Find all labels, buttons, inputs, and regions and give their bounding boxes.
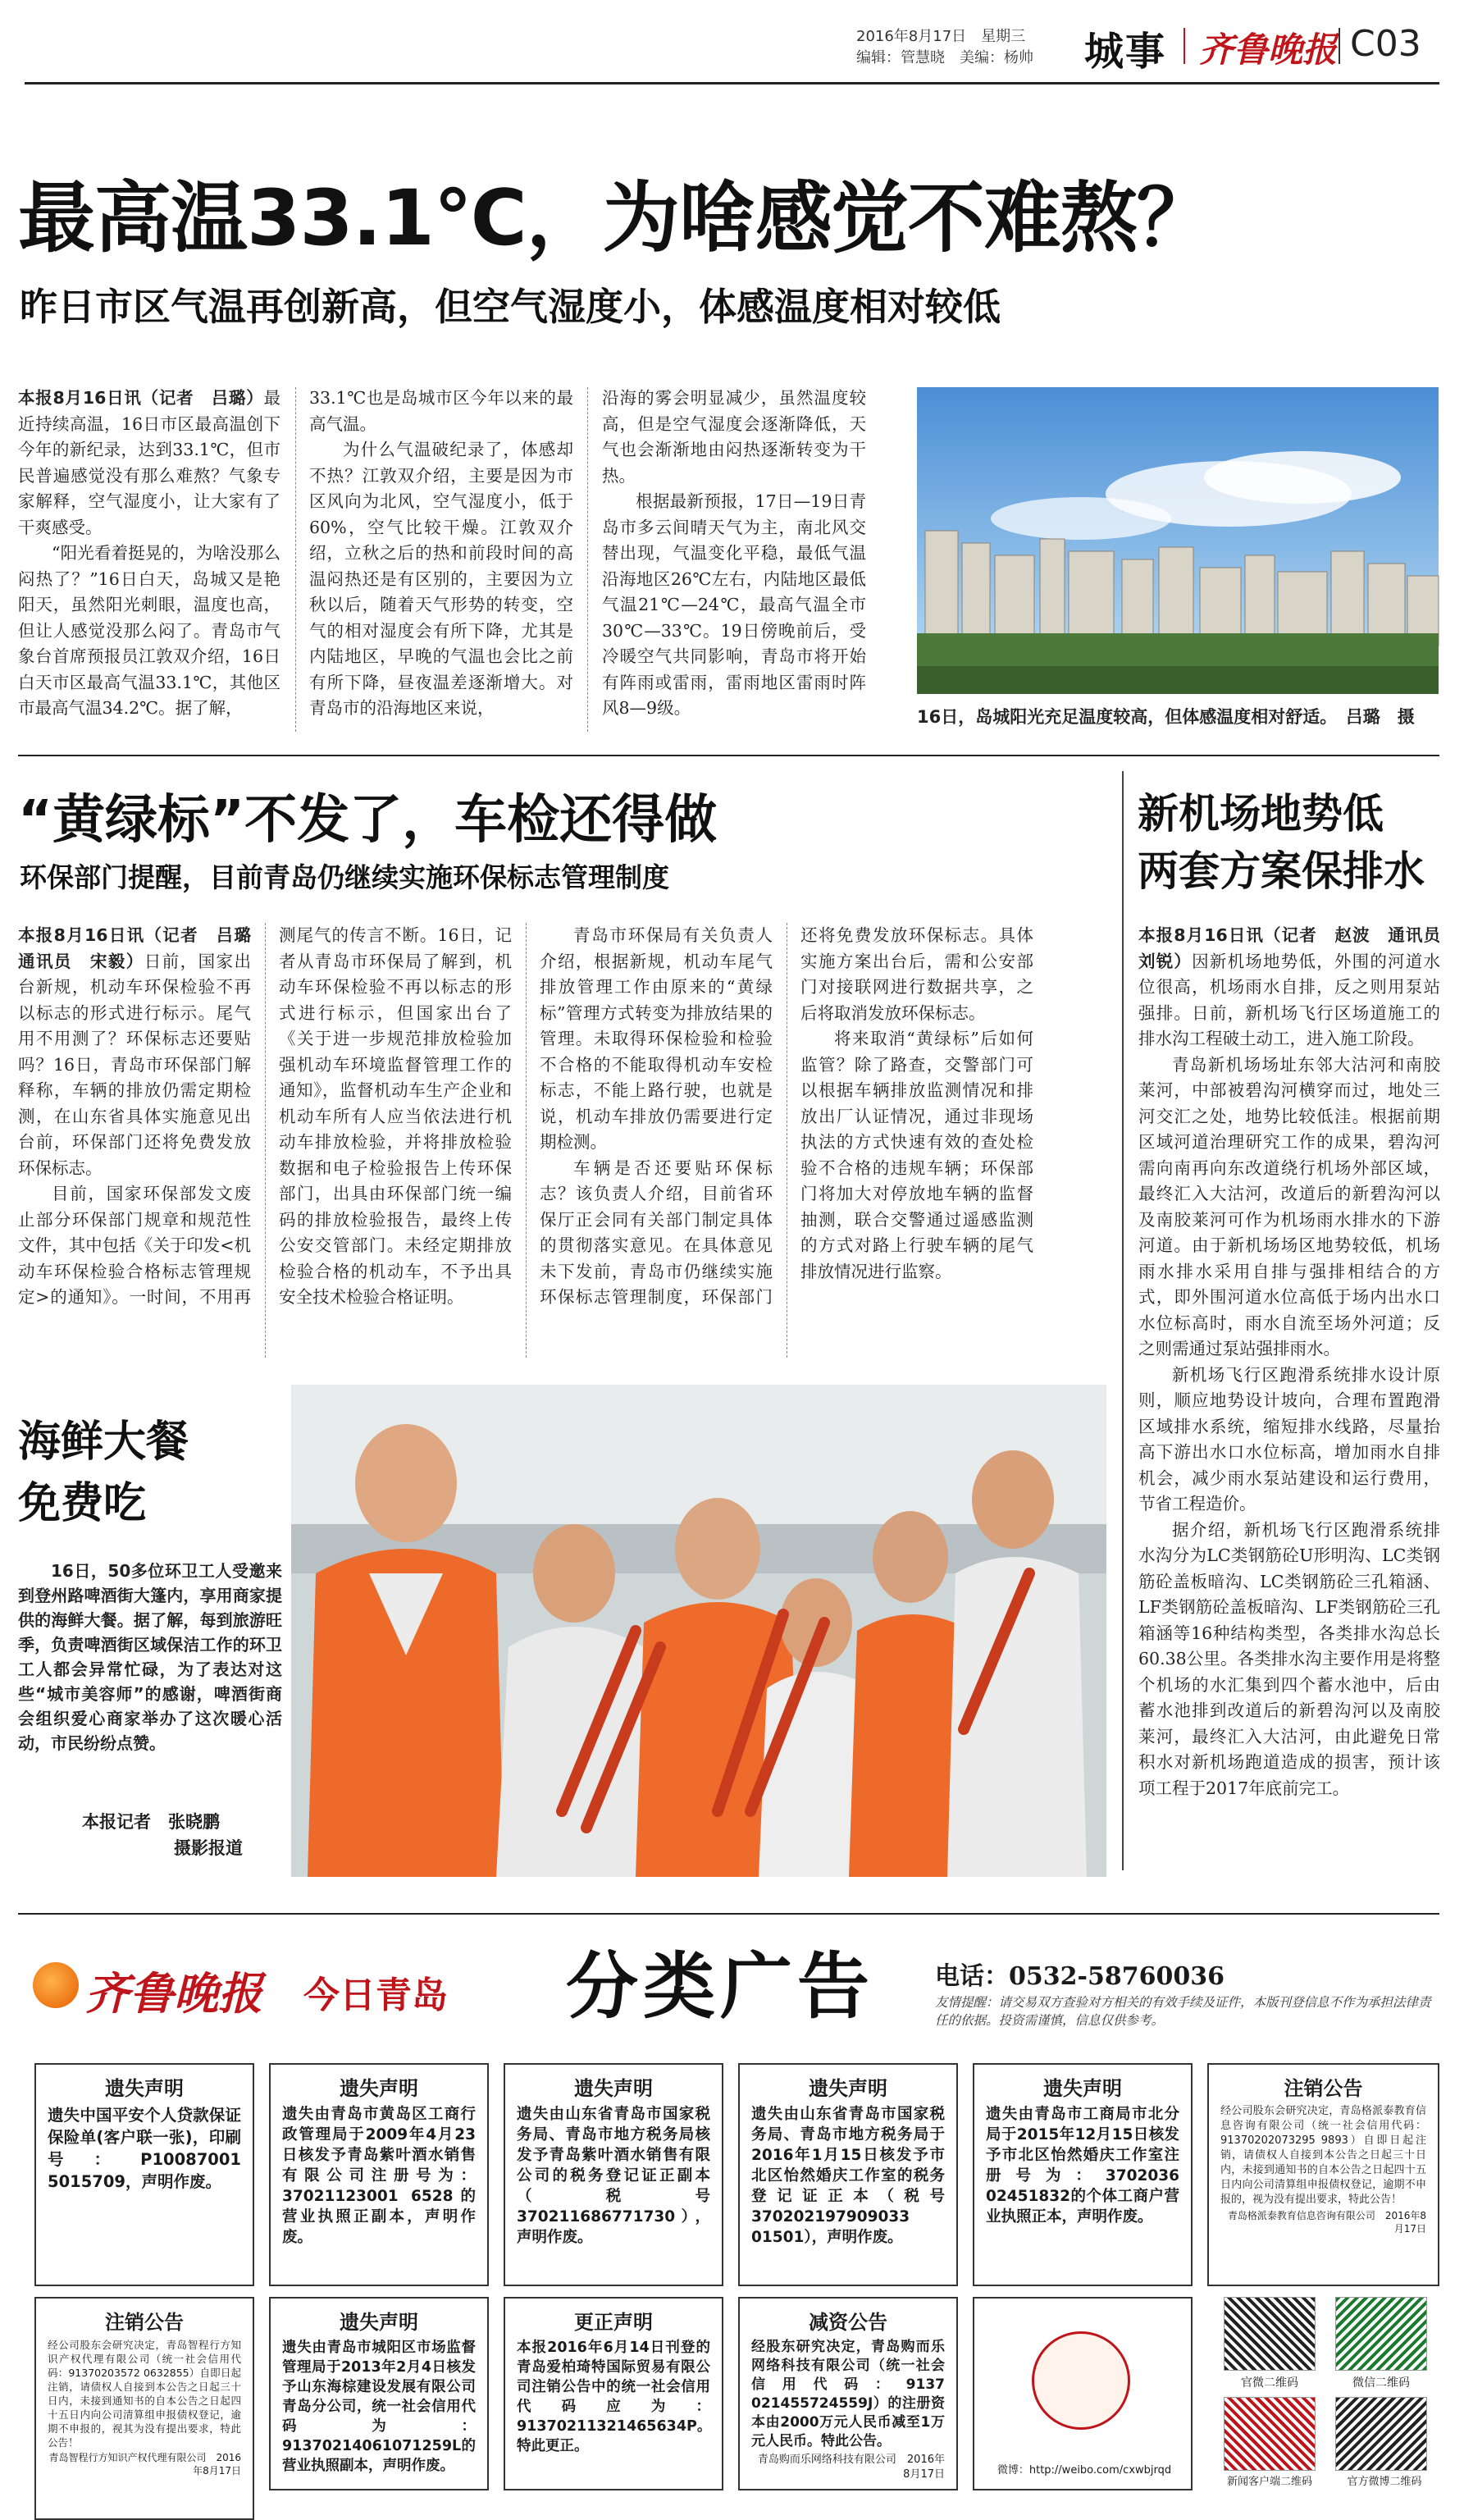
article2-dateline: 本报8月16日讯（记者 吕璐 通讯员 宋毅） — [18, 925, 268, 971]
ad-text: 经股东研究决定，青岛购而乐网络科技有限公司（统一社会信用代码：9137 021455724559J）的注册资本由2000万元人民币减至1万元人民币。特此公告。 — [751, 2339, 945, 2449]
classified-logo-icon — [33, 1962, 79, 2008]
headline-3-line2: 两套方案保排水 — [1138, 847, 1425, 895]
article1-p2: “阳光看着挺晃的，为啥没那么闷热了？”16日白天，岛城又是艳阳天，虽然阳光刺眼，温度也高，但让人感觉没那么闷了。青岛市气象台首席预报员江敦双介绍，16日白天市区最高气温33.1℃，其他区市最高气温34.2℃。据了解， — [18, 543, 280, 718]
article4-body — [18, 1559, 282, 1805]
page-number: C03 — [1350, 23, 1421, 65]
article1-p6: 根据最新预报，17日—19日青岛市多云间晴天气为主，南北风交替出现，气温变化平稳，最低气温沿海地区26℃左右，内陆地区最低气温21℃—24℃，最高气温全市30℃—33℃。19日傍晚前后，受冷暖空气共同影响，青岛市将开始有阵雨或雷雨，雷雨地区雷雨时阵风8—9级。 — [602, 491, 866, 718]
ad-title: 注销公告 — [1284, 2077, 1363, 2100]
headline-4-line1: 海鲜大餐 — [18, 1418, 189, 1467]
qr-code-weibo — [1335, 2397, 1427, 2471]
ad-box — [504, 2297, 723, 2490]
ad-text: 遗失中国平安个人贷款保证保险单(客户联一张)，印刷号：P10087001 5015709，声明作废。 — [48, 2106, 241, 2191]
article1-col3 — [602, 386, 866, 730]
header-editors: 编辑：管慧晓 美编：杨帅 — [856, 49, 1033, 66]
article2-p2: 目前，国家环保部发文废止部分环保部门规章和规范性文件，其中包括《关于印发<机动车环保检验合格标志管理规定>的通知》。一时间，不用再测尾气的传言不断。16日，记者从青岛市环保局了解到，机动车环保检验不再以标志的形式进行标示，但国家出台了《关于进一步规范排放检验加强机动车环境监督管理工作的通知》，监督机动车生产企业和机动车所有人应当依法进行机动车排放检验，并将排放检验数据和电子检验报告上传环保部门，出具由环保部门统一编码的排放检验报告，最终上传公安交管部门。未经定期排放检验合格的机动车，不予出具安全技术检验合格证明。 — [18, 925, 512, 1307]
qr-code-official — [1224, 2297, 1316, 2371]
ad-box — [973, 2063, 1193, 2286]
ad-title: 遗失声明 — [340, 2311, 418, 2334]
ad-box — [738, 2063, 958, 2286]
qr-label: 微信二维码 — [1352, 2376, 1410, 2390]
article4-byline-2: 摄影报道 — [174, 1838, 243, 1858]
headline-2: “黄绿标”不发了，车检还得做 — [18, 790, 718, 851]
qr-label: 新闻客户端二维码 — [1226, 2476, 1312, 2488]
ad-title: 遗失声明 — [809, 2077, 887, 2100]
ad-box — [1207, 2063, 1439, 2286]
ad-title: 减资公告 — [809, 2311, 887, 2334]
article2-p1: 日前，国家出台新规，机动车环保检验不再以标志的形式进行标示。尾气用不用测了？环保标志还要贴吗？16日，青岛市环保部门解释称，车辆的排放仍需定期检测，在山东省具体实施意见出台前，环保部门还将免费发放环保标志。 — [18, 951, 252, 1178]
ad-box — [738, 2297, 958, 2490]
ad-text: 遗失由青岛市工商局市北分局于2015年12月15日核发予市北区怡然婚庆工作室注册号为：3702036 02451832的个体工商户营业执照正本，声明作废。 — [986, 2106, 1179, 2226]
ad-title: 遗失声明 — [574, 2077, 653, 2100]
article1-p1: 最近持续高温，16日市区最高温创下今年的新纪录，达到33.1℃，但市民普遍感觉没有那么难熬？气象专家解释，空气湿度小，让大家有了干爽感受。 — [18, 388, 280, 537]
ad-text: 本报2016年6月14日刊登的青岛爱柏琦特国际贸易有限公司注销公告中的统一社会信用代码应为：91370211321465634P。特此更正。 — [517, 2340, 712, 2454]
section-rule-1 — [18, 755, 1439, 756]
ad-box — [34, 2297, 254, 2520]
article3-p4: 据介绍，新机场飞行区跑滑系统排水沟分为LC类钢筋砼U形明沟、LC类钢筋砼盖板暗沟、LC类钢筋砼三孔箱涵、LF类钢筋砼盖板暗沟、LF类钢筋砼三孔箱涵等16种结构类型，各类排水沟总长60.38公里。各类排水沟主要作用是将整个机场的水汇集到四个蓄水池中，后由蓄水池排到改道后的新碧沟河以及南胶莱河，最终汇入大沽河，由此避免日常积水对新机场跑道造成的损害，预计该项工程于2017年底前完工。 — [1138, 1519, 1440, 1798]
article1-p4: 为什么气温破纪录了，体感却不热？江敦双介绍，主要是因为市区风向为北风，空气湿度小，低于60%，空气比较干燥。江敦双介绍，立秋之后的热和前段时间的高温闷热还是有区别的，主要因为立秋以后，随着天气形势的转变，空气的相对湿度会有所下降，尤其是内陆地区，早晚的气温也会比之前有所下降，昼夜温差逐渐增大。对青岛市的沿海地区来说， — [309, 440, 573, 718]
classified-paper-logo: 齐鲁晚报 — [85, 1967, 262, 2020]
article3-p2: 青岛新机场场址东邻大沽河和南胶莱河，中部被碧沟河横穿而过，地处三河交汇之处，地势比较低洼。根据前期区域河道治理研究工作的成果，碧沟河需向南再向东改道绕行机场外部区域，最终汇入大沽河，改道后的新碧沟河以及南胶莱河可作为机场雨水排水的下游河道。由于新机场场区地势较低，机场雨水排水采用自排与强排相结合的方式，即外围河道水位高低于场内出水口水位标高时，雨水自流至场外河道；反之则需通过泵站强排雨水。 — [1138, 1054, 1440, 1358]
classified-top-rule — [18, 1913, 1439, 1915]
ad-text: 遗失由青岛市黄岛区工商行政管理局于2009年4月23日核发予青岛紫叶酒水销售有限公司注册号为：37021123001 6528的营业执照正副本，声明作废。 — [282, 2106, 476, 2246]
header-divider-2 — [1339, 28, 1340, 64]
article2-p4: 车辆是否还要贴环保标志？该负责人介绍，目前省环保厅正会同有关部门制定具体的贯彻落实意见。在具体意见未下发前，青岛市仍继续实施环保标志管理制度，环保部门还将免费发放环保标志。具体实施方案出台后，需和公安部门对接联网进行数据共享，之后将取消发放环保标志。 — [540, 925, 1033, 1307]
subhead-2: 环保部门提醒，目前青岛仍继续实施环保标志管理制度 — [20, 861, 669, 893]
vertical-rule — [1122, 771, 1124, 1870]
ad-text: 遗失由山东省青岛市国家税务局、青岛市地方税务局核发予青岛紫叶酒水销售有限公司的税务登记证正副本（税号370211686771730），声明作废。 — [517, 2106, 710, 2246]
article1-p3: 33.1℃也是岛城市区今年以来的最高气温。 — [309, 388, 573, 434]
section-label: 城事 — [1084, 29, 1167, 75]
article3-dateline: 本报8月16日讯（记者 赵波 通讯员 刘锐） — [1138, 925, 1457, 971]
workers-eating-illustration — [291, 1385, 1106, 1877]
city-skyline-illustration — [917, 387, 1439, 694]
column-divider — [587, 387, 588, 732]
weibo-link[interactable]: 微博：http://weibo.com/cxwbjrqd — [997, 2464, 1172, 2477]
ad-title: 遗失声明 — [340, 2077, 418, 2100]
ad-text: 遗失由山东省青岛市国家税务局、青岛市地方税务局于2016年1月15日核发予市北区怡然婚庆工作室的税务登记证正本（税号370202197909033 01501），声明作废。 — [751, 2106, 945, 2246]
ad-text: 经公司股东会研究决定，青岛智程行方知识产权代理有限公司（统一社会信用代码：91370203572 0632855）自即日起注销，请债权人自接到本公告之日起三十日内，未接到通知书的自本公告之日起四十五日内向公司清算组申报债权登记，逾期不申报的，视其为没有提出要求，特此公告！ — [48, 2339, 241, 2449]
ad-text: 经公司股东会研究决定，青岛格派泰教育信息咨询有限公司（统一社会信用代码：91370202073295 9893）自即日起注销，请债权人自接到本公告之日起三十日内，未接到通知书的自本公告之日起四十五日内向公司清算组申报债权登记，逾期不申报的，视为没有提出要求，特此公告！ — [1220, 2105, 1426, 2206]
article2-p5: 将来取消“黄绿标”后如何监管？除了路查，交警部门可以根据车辆排放监测情况和排放出厂认证情况，通过非现场执法的方式快速有效的查处检验不合格的违规车辆；环保部门将加大对停放地车辆的监督抽测，联合交警通过遥感监测的方式对路上行驶车辆的尾气排放情况进行监察。 — [800, 1029, 1033, 1281]
article1-col1 — [18, 386, 280, 730]
qr-label: 官微二维码 — [1241, 2376, 1298, 2390]
ad-box — [34, 2063, 254, 2286]
qr-code-wechat — [1335, 2297, 1427, 2371]
header-divider — [1184, 28, 1185, 64]
paper-logo: 齐鲁晚报 — [1199, 30, 1338, 70]
article4-p1: 16日，50多位环卫工人受邀来到登州路啤酒街大篷内，享用商家提供的海鲜大餐。据了解，每到旅游旺季，负责啤酒街区域保洁工作的环卫工人都会异常忙碌，为了表达对这些“城市美容师”的感谢，啤酒街商会组织爱心商家举办了这次暖心活动，市民纷纷点赞。 — [18, 1561, 282, 1753]
photo-caption-1: 16日，岛城阳光充足温度较高，但体感温度相对舒适。 吕璐 摄 — [917, 707, 1415, 727]
headline-3-line1: 新机场地势低 — [1138, 790, 1384, 838]
article4-byline-1: 本报记者 张晓鹏 — [82, 1812, 220, 1832]
article1-dateline: 本报8月16日讯（记者 吕璐） — [18, 388, 264, 408]
ad-box — [504, 2063, 723, 2286]
article3-p3: 新机场飞行区跑滑系统排水设计原则，顺应地势设计坡向，合理布置跑滑区域排水系统，缩短排水线路，尽量抬高下游出水口水位标高，增加雨水自排机会，减少雨水泵站建设和运行费用，节省工程造价。 — [1138, 1364, 1440, 1513]
article1-p5: 沿海的雾会明显减少，虽然温度较高，但是空气湿度会逐渐降低，天气也会渐渐地由闷热逐渐转变为干热。 — [602, 388, 866, 486]
classified-brand: 今日青岛 — [303, 1974, 448, 2016]
header-date: 2016年8月17日 星期三 — [856, 28, 1026, 45]
weibo-logo-icon — [1032, 2331, 1130, 2430]
ad-title: 遗失声明 — [105, 2077, 184, 2100]
ad-date: 青岛购而乐网络科技有限公司 2016年8月17日 — [757, 2454, 945, 2481]
classified-notice: 友情提醒：请交易双方查验对方相关的有效手续及证件，本版刊登信息不作为承担法律责任的依据。投资需谨慎，信息仅供参考。 — [935, 1995, 1431, 2028]
ad-text: 遗失由青岛市城阳区市场监督管理局于2013年2月4日核发予山东海棕建设发展有限公司青岛分公司，统一社会信用代码为：91370214061071259L的营业执照副本，声明作废。 — [282, 2340, 476, 2474]
ad-date: 青岛格派泰教育信息咨询有限公司 2016年8月17日 — [1227, 2210, 1426, 2235]
headline-4-line2: 免费吃 — [18, 1479, 147, 1528]
qr-code-app — [1224, 2397, 1316, 2471]
classified-title: 分类广告 — [566, 1944, 875, 2029]
article2-p3: 青岛市环保局有关负责人介绍，根据新规，机动车尾气排放管理工作由原来的“黄绿标”管理方式转变为排放结果的管理。未取得环保检验和检验不合格的不能取得机动车安检标志，不能上路行驶，也就是说，机动车排放仍需要进行定期检测。 — [540, 925, 773, 1152]
seafood-feast-photo — [291, 1385, 1106, 1877]
article1-col2 — [309, 386, 573, 730]
article3-body — [1138, 923, 1457, 1866]
qr-label: 官方微博二维码 — [1347, 2476, 1422, 2488]
ad-title: 注销公告 — [105, 2311, 184, 2334]
subhead-1: 昨日市区气温再创新高，但空气湿度小，体感温度相对较低 — [20, 285, 1001, 329]
column-divider — [295, 387, 296, 732]
ad-title: 遗失声明 — [1043, 2077, 1122, 2100]
city-skyline-photo — [917, 387, 1439, 694]
headline-1: 最高温33.1℃，为啥感觉不难熬？ — [18, 174, 1213, 263]
ad-box — [269, 2063, 489, 2286]
ad-title: 更正声明 — [574, 2311, 653, 2334]
ad-date: 青岛智程行方知识产权代理有限公司 2016年8月17日 — [48, 2452, 241, 2477]
classified-phone: 电话：0532-58760036 — [935, 1962, 1225, 1991]
header-rule — [25, 82, 1439, 84]
article3-p1: 因新机场地势低，外围的河道水位很高，机场雨水自排，反之则用泵站强排。日前，新机场飞行区场道施工的排水沟工程破土动工，进入施工阶段。 — [1138, 951, 1440, 1048]
article2-body — [18, 923, 1033, 1358]
weibo-block — [973, 2297, 1193, 2490]
ad-box — [269, 2297, 489, 2490]
